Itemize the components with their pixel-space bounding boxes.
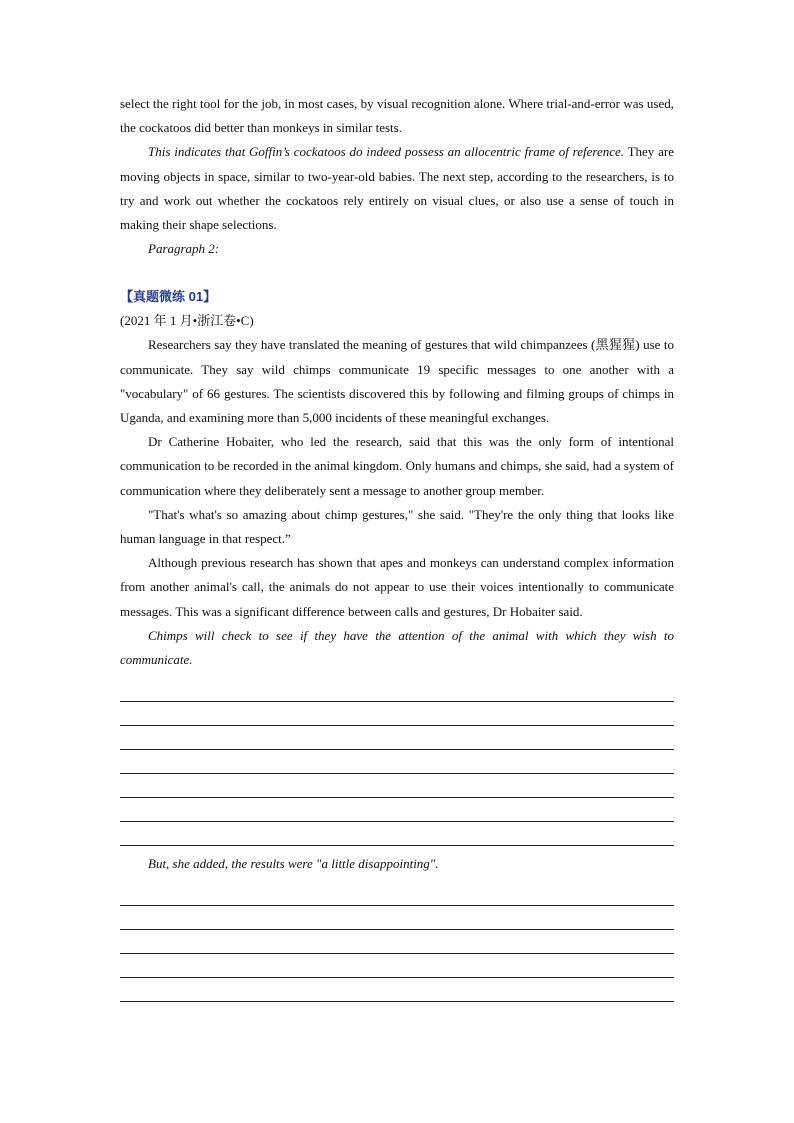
answer-lines-2[interactable] (120, 882, 674, 1002)
exercise-source: (2021 年 1 月•浙江卷•C) (120, 313, 254, 329)
exercise-heading: 【真题微练 01】 (120, 289, 217, 305)
writing-line[interactable] (120, 906, 674, 930)
writing-line[interactable] (120, 774, 674, 798)
answer-lines-1[interactable] (120, 678, 674, 846)
exercise-paragraph: "That's what's so amazing about chimp gestures," she said. "They're the only thing that looks like human language in that respect.” (120, 506, 674, 547)
continuation-prompt-1: Chimps will check to see if they have the attention of the animal with which they wish to communicate. (120, 627, 674, 668)
writing-line[interactable] (120, 954, 674, 978)
writing-line[interactable] (120, 726, 674, 750)
writing-line[interactable] (120, 930, 674, 954)
exercise-paragraph: Researchers say they have translated the meaning of gestures that wild chimpanzees (黑猩猩) use to communicate. They say wild chimps communicate 19 specific messages to one another with a "vocabulary" of 66 gestures. The scientists discovered this by following and filming groups of chimps in Uganda, and examining more than 5,000 incidents of these meaningful exchanges. (120, 337, 674, 426)
document-page (120, 92, 674, 1002)
paragraph-2-label: Paragraph 2: (148, 241, 220, 257)
passage-paragraph-rest: They are moving objects in space, similar to two-year-old babies. The next step, according to the researchers, is to try and work out whether the cockatoos rely entirely on visual clues, or also use a sense of touch in making their shape selections. (120, 144, 674, 233)
continuation-prompt-2: But, she added, the results were "a little disappointing". (148, 856, 439, 872)
writing-line[interactable] (120, 978, 674, 1002)
exercise-paragraph: Dr Catherine Hobaiter, who led the research, said that this was the only form of intentional communication to be recorded in the animal kingdom. Only humans and chimps, she said, had a system of communication where they deliberately sent a message to another group member. (120, 434, 674, 498)
passage-text-line: select the right tool for the job, in most cases, by visual recognition alone. Where trial-and-error was used, the cockatoos did better than monkeys in similar tests. (120, 96, 674, 136)
writing-line[interactable] (120, 678, 674, 702)
writing-line[interactable] (120, 702, 674, 726)
writing-line[interactable] (120, 822, 674, 846)
writing-line[interactable] (120, 750, 674, 774)
writing-line[interactable] (120, 798, 674, 822)
exercise-paragraph: Although previous research has shown that apes and monkeys can understand complex information from another animal's call, the animals do not appear to use their voices intentionally to communicate messages. This was a significant difference between calls and gestures, Dr Hobaiter said. (120, 555, 674, 619)
italic-sentence: This indicates that Goffin’s cockatoos do indeed possess an allocentric frame of reference. (148, 144, 625, 160)
passage-paragraph (120, 140, 674, 237)
writing-line[interactable] (120, 882, 674, 906)
